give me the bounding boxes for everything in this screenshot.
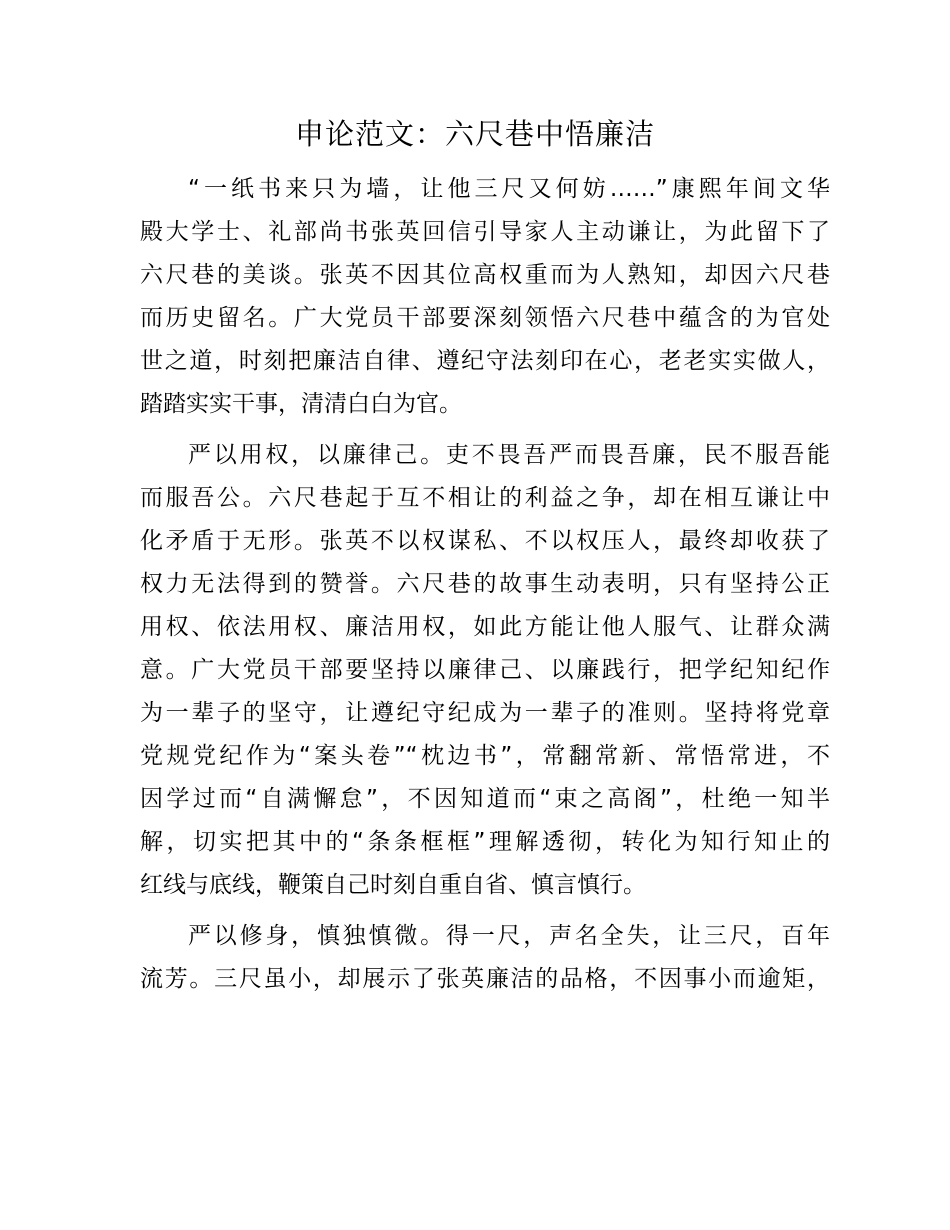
paragraph-line: 用权、依法用权、廉洁用权，如此方能让他人服气、让群众满 — [140, 614, 830, 640]
paragraph-line: 殿大学士、礼部尚书张英回信引导家人主动谦让，为此留下了 — [140, 219, 830, 245]
paragraph-line: 六尺巷的美谈。张英不因其位高权重而为人熟知，却因六尺巷 — [140, 262, 830, 288]
paragraph-line: 因学过而“自满懈怠”，不因知道而“束之高阁”，杜绝一知半 — [140, 786, 830, 812]
paragraph-line: 权力无法得到的赞誉。六尺巷的故事生动表明，只有坚持公正 — [140, 571, 830, 597]
paragraph-line: 意。广大党员干部要坚持以廉律己、以廉践行，把学纪知纪作 — [140, 657, 830, 683]
paragraph-line: 流芳。三尺虽小，却展示了张英廉洁的品格，不因事小而逾矩， — [140, 966, 830, 992]
paragraph-line: 踏踏实实干事，清清白白为官。 — [140, 391, 462, 417]
paragraph-line: 解，切实把其中的“条条框框”理解透彻，转化为知行知止的 — [140, 829, 830, 855]
paragraph-line: 红线与底线，鞭策自己时刻自重自省、慎言慎行。 — [140, 872, 646, 898]
paragraph-3 — [140, 915, 830, 1001]
article-body — [140, 168, 830, 1009]
paragraph-line: 世之道，时刻把廉洁自律、遵纪守法刻印在心，老老实实做人， — [140, 348, 830, 374]
paragraph-line: 为一辈子的坚守，让遵纪守纪成为一辈子的准则。坚持将党章 — [140, 700, 830, 726]
paragraph-line: 严以用权，以廉律己。吏不畏吾严而畏吾廉，民不服吾能 — [188, 442, 830, 468]
paragraph-line: 而历史留名。广大党员干部要深刻领悟六尺巷中蕴含的为官处 — [140, 305, 830, 331]
paragraph-1 — [140, 168, 830, 426]
page-title: 申论范文：六尺巷中悟廉洁 — [294, 117, 655, 151]
paragraph-line: 化矛盾于无形。张英不以权谋私、不以权压人，最终却收获了 — [140, 528, 830, 554]
paragraph-2 — [140, 434, 830, 907]
paragraph-line: 党规党纪作为“案头卷”“枕边书”，常翻常新、常悟常进，不 — [140, 743, 830, 769]
paragraph-line: 严以修身，慎独慎微。得一尺，声名全失，让三尺，百年 — [188, 923, 830, 949]
paragraph-line: “一纸书来只为墙，让他三尺又何妨……”康熙年间文华 — [188, 176, 830, 202]
paragraph-line: 而服吾公。六尺巷起于互不相让的利益之争，却在相互谦让中 — [140, 485, 830, 511]
